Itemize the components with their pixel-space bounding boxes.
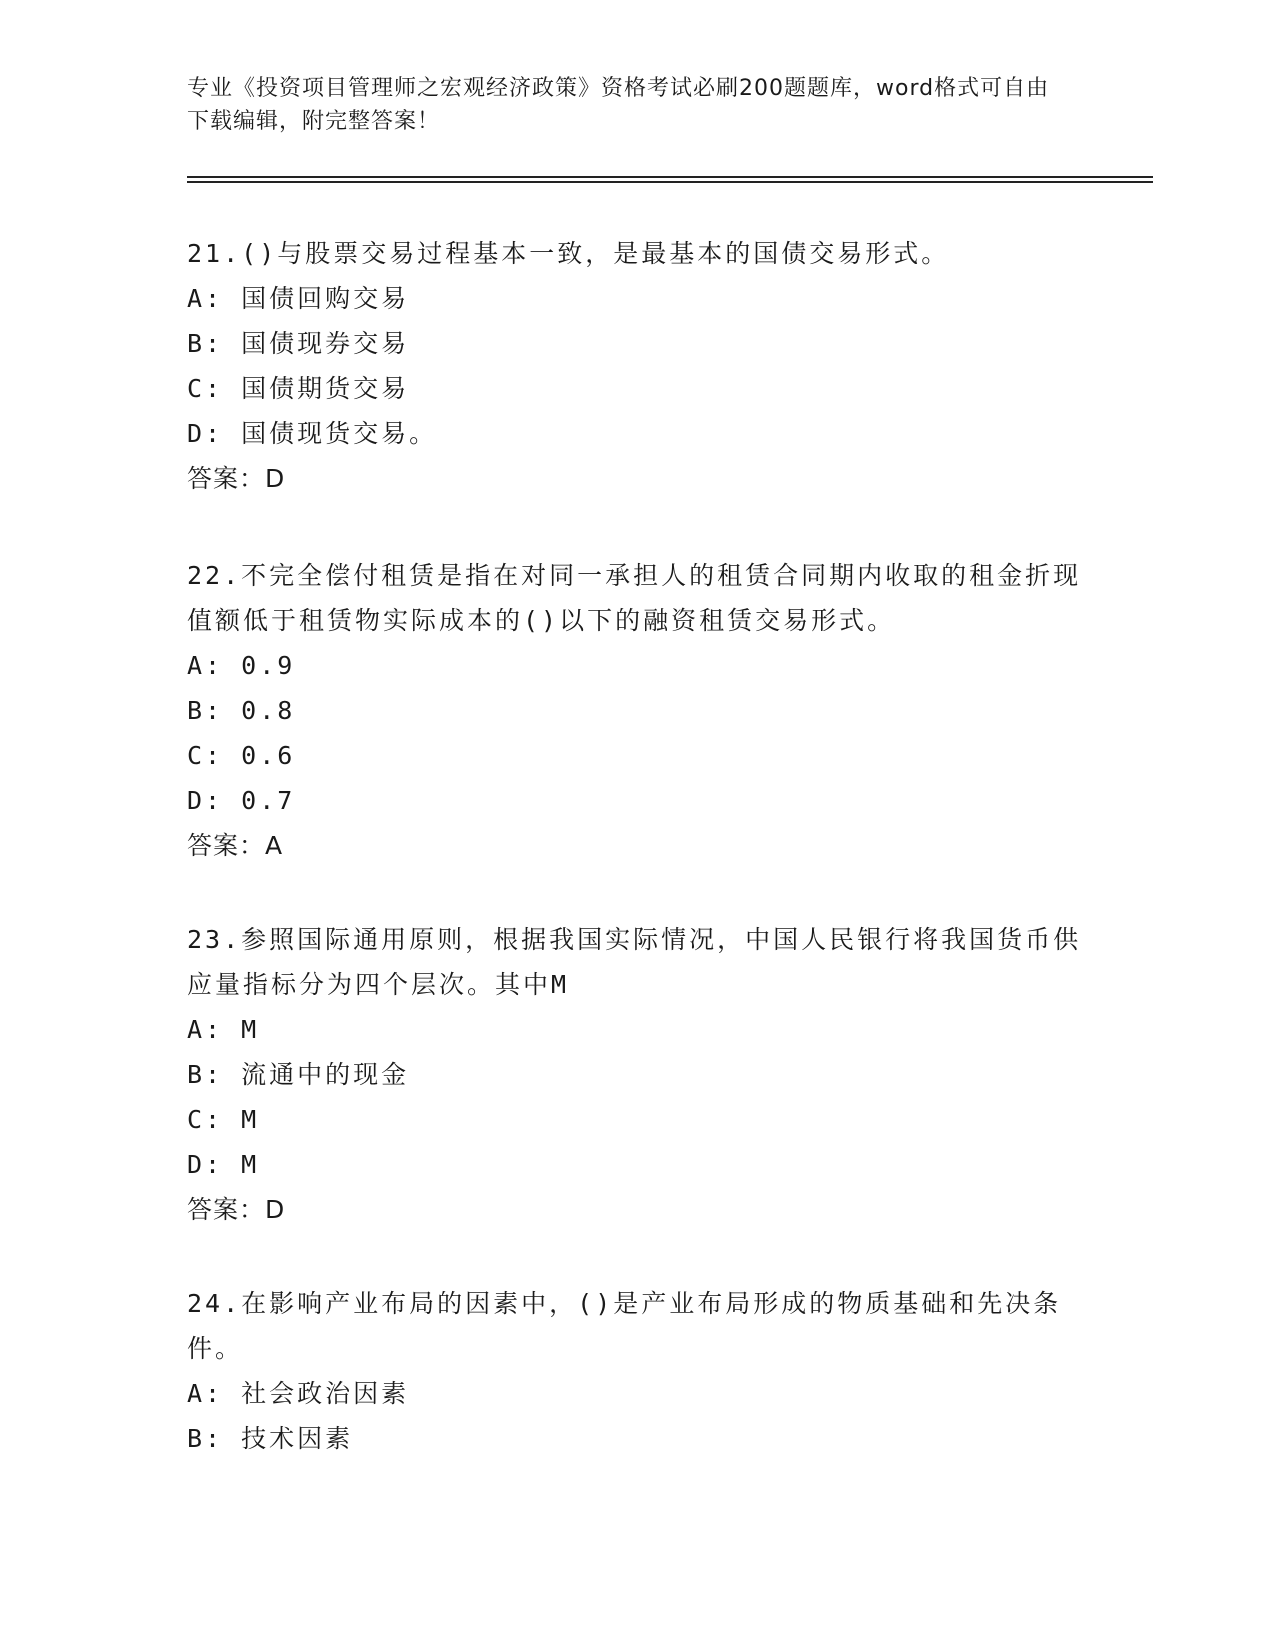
question-21 [187,231,1087,501]
option-c: C: M [187,1105,260,1134]
question-22 [187,553,1087,868]
header-divider-top [187,176,1153,178]
question-stem: 24.在影响产业布局的因素中，()是产业布局形成的物质基础和先决条件。 [187,1289,1062,1363]
option-b: B: 技术因素 [187,1424,354,1453]
document-header: 专业《投资项目管理师之宏观经济政策》资格考试必刷200题题库，word格式可自由下载编辑，附完整答案！ [187,76,1050,134]
option-d: D: 0.7 [187,786,296,815]
question-stem: 21.()与股票交易过程基本一致，是最基本的国债交易形式。 [187,239,950,268]
answer: 答案：D [187,1195,286,1224]
question-stem: 23.参照国际通用原则，根据我国实际情况，中国人民银行将我国货币供应量指标分为四个层次。其中M [187,925,1082,999]
question-23 [187,917,1087,1232]
header-divider-bottom [187,181,1153,183]
option-b: B: 国债现券交易 [187,329,410,358]
option-a: A: 社会政治因素 [187,1379,410,1408]
option-c: C: 0.6 [187,741,296,770]
answer: 答案：A [187,831,284,860]
option-b: B: 流通中的现金 [187,1060,410,1089]
option-d: D: M [187,1150,260,1179]
option-a: A: 国债回购交易 [187,284,410,313]
question-24 [187,1281,1087,1461]
answer: 答案：D [187,464,286,493]
option-b: B: 0.8 [187,696,296,725]
option-a: A: 0.9 [187,651,296,680]
option-a: A: M [187,1015,260,1044]
option-c: C: 国债期货交易 [187,374,410,403]
question-stem: 22.不完全偿付租赁是指在对同一承担人的租赁合同期内收取的租金折现值额低于租赁物实际成本的()以下的融资租赁交易形式。 [187,561,1082,635]
option-d: D: 国债现货交易。 [187,419,438,448]
